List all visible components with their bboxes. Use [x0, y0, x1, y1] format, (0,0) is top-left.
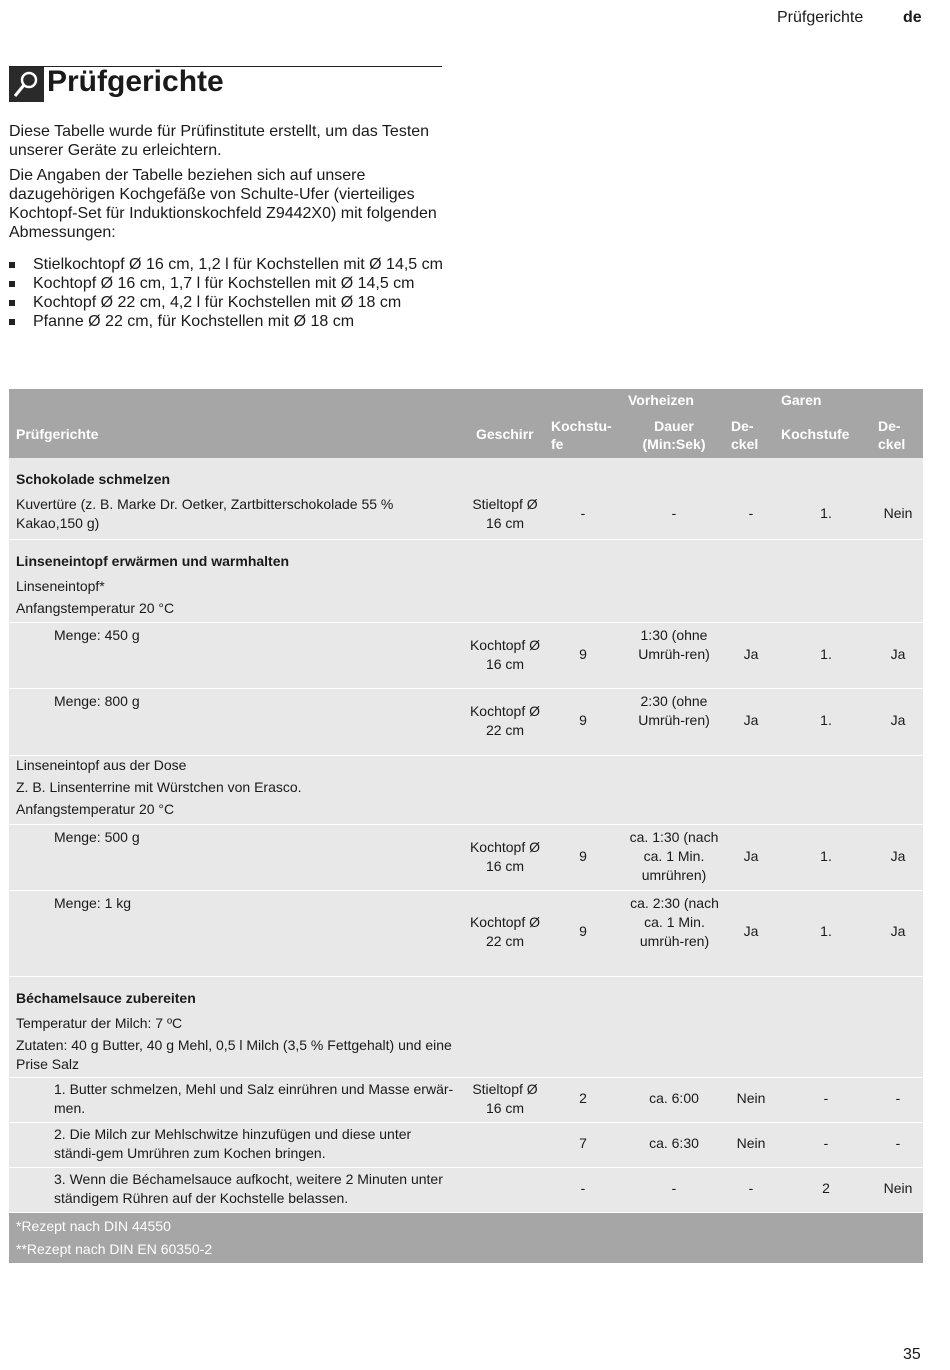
cell-kochstufe: 7	[579, 1135, 587, 1151]
table-row	[9, 689, 923, 756]
cell-kochstufe: 2	[822, 1180, 830, 1196]
group-title: Béchamelsauce zubereiten	[16, 990, 196, 1006]
cell-kochstufe: 9	[579, 712, 587, 728]
intro-paragraph: Diese Tabelle wurde für Prüfinstitute erstellt, um das Testen unserer Geräte zu erleichtern.	[9, 123, 430, 159]
header-lang: de	[903, 9, 922, 26]
cell-dauer: ca. 6:30	[649, 1135, 699, 1151]
col-dauer: Dauer (Min:Sek)	[642, 418, 706, 452]
cell-deckel: Ja	[743, 712, 759, 728]
table-row	[9, 756, 923, 825]
row-label: Menge: 450 g	[54, 627, 140, 643]
cell-kochstufe: 9	[579, 848, 587, 864]
table-row	[9, 1123, 923, 1168]
group-title: Schokolade schmelzen	[16, 471, 171, 487]
running-header	[0, 9, 950, 29]
table-row	[9, 540, 923, 623]
group-title: Linseneintopf erwärmen und warmhalten	[16, 553, 290, 569]
intro-paragraph: Die Angaben der Tabelle beziehen sich auf unsere dazugehörigen Kochgefäße von Schulte-Ufer (vierteiliges Kochtopf-Set für Induktionskochfeld Z9442X0) mit folgenden Abmessungen:	[9, 167, 437, 241]
table-row	[9, 825, 923, 891]
cell-kochstufe: 9	[579, 646, 587, 662]
col-geschirr: Geschirr	[476, 426, 534, 442]
cell-deckel: Ja	[890, 848, 906, 864]
footnote: **Rezept nach DIN EN 60350-2	[16, 1241, 213, 1257]
table-row	[9, 458, 923, 540]
cell-deckel: Ja	[743, 923, 759, 939]
cell-dauer: 2:30 (ohne Umrüh-ren)	[638, 693, 710, 728]
col-kochstufe-garen: Kochstufe	[781, 426, 850, 442]
row-label: Menge: 800 g	[54, 693, 140, 709]
cell-geschirr: Kochtopf Ø 16 cm	[469, 637, 541, 672]
row-label: Linseneintopf*	[16, 578, 105, 594]
table-row	[9, 623, 923, 689]
cell-kochstufe: 1.	[820, 646, 832, 662]
row-label: Kuvertüre (z. B. Marke Dr. Oetker, Zartbitterschokolade 55 % Kakao,150 g)	[16, 496, 394, 531]
list-item: Kochtopf Ø 22 cm, 4,2 l für Kochstellen mit Ø 18 cm	[9, 293, 449, 312]
table-footnotes	[9, 1213, 923, 1263]
cell-kochstufe: -	[580, 505, 586, 521]
table-row	[9, 977, 923, 1078]
test-table	[9, 389, 923, 1263]
cell-kochstufe: 1.	[820, 505, 832, 521]
cell-deckel: Nein	[883, 1180, 913, 1196]
row-label: Linseneintopf aus der Dose	[16, 757, 187, 773]
cell-deckel: -	[748, 505, 754, 521]
cell-deckel: Nein	[883, 505, 913, 521]
cell-kochstufe: 1.	[820, 848, 832, 864]
cell-deckel: Nein	[736, 1090, 766, 1106]
col-group-garen: Garen	[781, 392, 822, 408]
pot-list	[9, 255, 449, 331]
row-label: Anfangstemperatur 20 °C	[16, 801, 175, 817]
page-number: 35	[903, 1346, 921, 1363]
cell-dauer: ca. 1:30 (nach ca. 1 Min. umrühren)	[629, 829, 719, 883]
footnote: *Rezept nach DIN 44550	[16, 1218, 171, 1234]
cell-deckel: Ja	[890, 923, 906, 939]
cell-kochstufe: -	[580, 1180, 586, 1196]
cell-geschirr: Kochtopf Ø 22 cm	[469, 914, 541, 949]
cell-geschirr: Stieltopf Ø 16 cm	[472, 496, 538, 531]
cell-deckel: Ja	[743, 848, 759, 864]
header-section: Prüfgerichte	[777, 9, 864, 26]
cell-dauer: ca. 6:00	[649, 1090, 699, 1106]
cell-kochstufe: 9	[579, 923, 587, 939]
row-label: Zutaten: 40 g Butter, 40 g Mehl, 0,5 l Milch (3,5 % Fettgehalt) und eine Prise Salz	[16, 1037, 452, 1072]
section-heading	[9, 65, 442, 98]
table-header	[9, 389, 923, 458]
cell-dauer: -	[671, 1180, 677, 1196]
row-label: 2. Die Milch zur Mehlschwitze hinzufügen und diese unter ständi-gem Umrühren zum Kochen bringen.	[54, 1126, 412, 1161]
cell-deckel: -	[748, 1180, 754, 1196]
row-label: 3. Wenn die Béchamelsauce aufkocht, weitere 2 Minuten unter ständigem Rühren auf der Kochstelle belassen.	[54, 1171, 443, 1206]
table-row	[9, 1168, 923, 1213]
cell-geschirr: Stieltopf Ø 16 cm	[472, 1081, 538, 1116]
cell-deckel: Ja	[743, 646, 759, 662]
cell-kochstufe: 2	[579, 1090, 587, 1106]
cell-dauer: -	[671, 505, 677, 521]
page-title: Prüfgerichte	[47, 65, 224, 98]
cell-deckel: -	[895, 1090, 901, 1106]
cell-dauer: ca. 2:30 (nach ca. 1 Min. umrüh-ren)	[630, 895, 719, 949]
list-item: Pfanne Ø 22 cm, für Kochstellen mit Ø 18 cm	[9, 312, 449, 331]
cell-kochstufe: 1.	[820, 712, 832, 728]
col-group-vorheizen: Vorheizen	[628, 392, 694, 408]
row-label: Anfangstemperatur 20 °C	[16, 600, 175, 616]
cell-kochstufe: 1.	[820, 923, 832, 939]
cell-dauer: 1:30 (ohne Umrüh-ren)	[638, 627, 710, 662]
row-label: Z. B. Linsenterrine mit Würstchen von Erasco.	[16, 779, 302, 795]
list-item: Kochtopf Ø 16 cm, 1,7 l für Kochstellen mit Ø 14,5 cm	[9, 274, 449, 293]
cell-deckel: Ja	[890, 712, 906, 728]
row-label: Menge: 1 kg	[54, 895, 132, 911]
list-item: Stielkochtopf Ø 16 cm, 1,2 l für Kochstellen mit Ø 14,5 cm	[9, 255, 449, 274]
col-dish: Prüfgerichte	[16, 426, 99, 442]
cell-deckel: Nein	[736, 1135, 766, 1151]
row-label: Temperatur der Milch: 7 ºC	[16, 1015, 183, 1031]
magnifier-icon	[9, 67, 44, 102]
cell-kochstufe: -	[823, 1135, 829, 1151]
cell-geschirr: Kochtopf Ø 16 cm	[469, 839, 541, 874]
cell-kochstufe: -	[823, 1090, 829, 1106]
col-deckel-garen: De-ckel	[878, 418, 906, 452]
table-row	[9, 891, 923, 977]
cell-deckel: Ja	[890, 646, 906, 662]
col-kochstufe-vorheizen: Kochstu-fe	[551, 418, 612, 452]
table-row	[9, 1078, 923, 1123]
cell-geschirr: Kochtopf Ø 22 cm	[469, 703, 541, 738]
col-deckel-vorheizen: De-ckel	[731, 418, 759, 452]
row-label: 1. Butter schmelzen, Mehl und Salz einrühren und Masse erwär-men.	[54, 1081, 454, 1116]
cell-deckel: -	[895, 1135, 901, 1151]
row-label: Menge: 500 g	[54, 829, 140, 845]
